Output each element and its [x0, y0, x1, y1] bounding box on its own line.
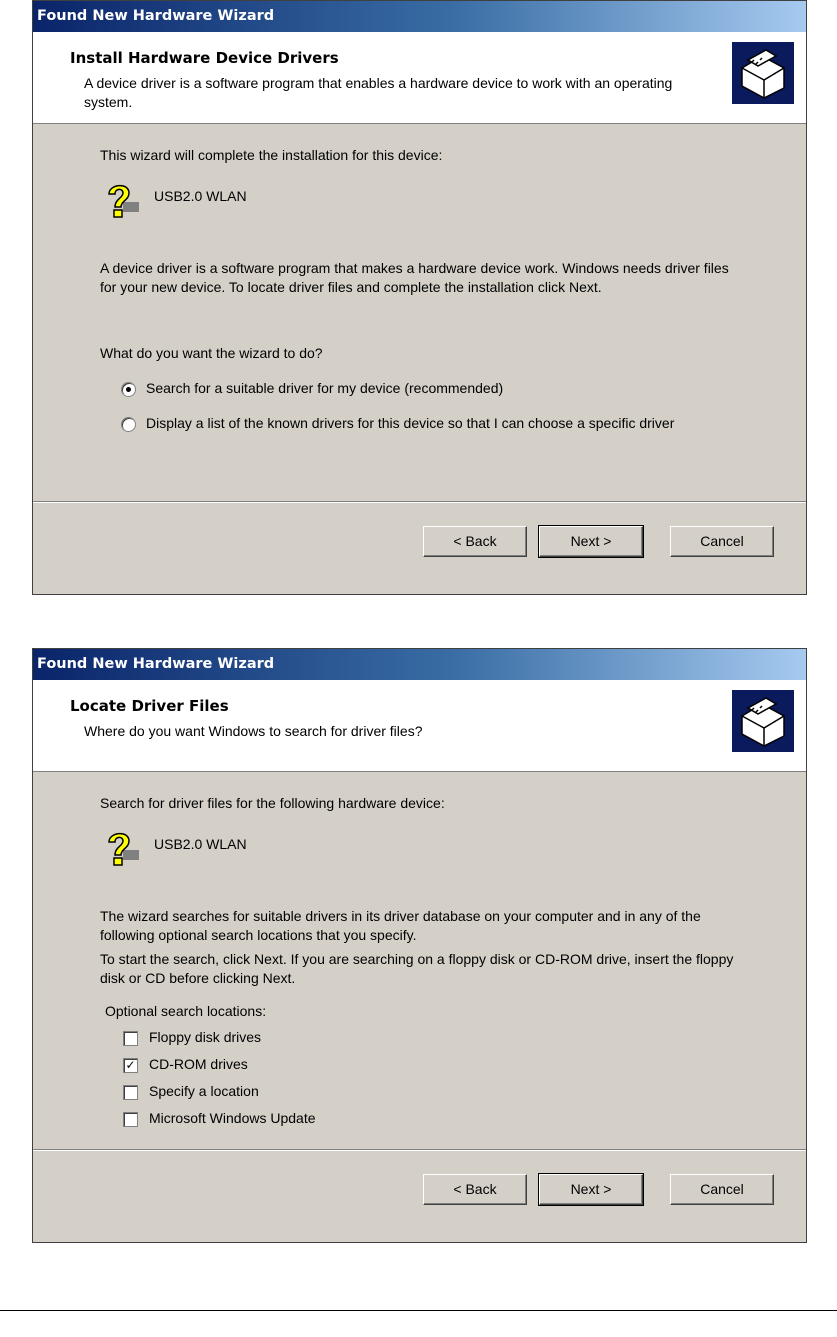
option-label: Search for a suitable driver for my device (recommended) — [146, 380, 504, 396]
checkbox-unchecked[interactable] — [123, 1112, 138, 1127]
option-label: Display a list of the known drivers for this device so that I can choose a specific driver — [146, 415, 675, 431]
wizard-header — [33, 680, 806, 772]
wizard-window-locate-drivers — [32, 648, 807, 1243]
wizard-body — [33, 124, 806, 504]
unknown-device-question-icon — [103, 180, 145, 222]
cancel-button[interactable]: Cancel — [670, 526, 774, 557]
button-bar — [33, 1149, 806, 1242]
checkbox-cdrom[interactable] — [123, 1055, 248, 1074]
title-bar[interactable]: Found New Hardware Wizard — [33, 1, 806, 32]
checkbox-label: CD-ROM drives — [149, 1056, 248, 1072]
radio-unselected[interactable] — [121, 417, 136, 432]
device-name: USB2.0 WLAN — [154, 188, 247, 204]
checkbox-unchecked[interactable] — [123, 1031, 138, 1046]
header-title: Install Hardware Device Drivers — [70, 49, 339, 67]
hardware-card-icon — [732, 690, 794, 752]
title-bar[interactable]: Found New Hardware Wizard — [33, 649, 806, 680]
intro-text: Search for driver files for the following hardware device: — [100, 795, 445, 811]
option-display-list[interactable] — [121, 414, 721, 433]
question-text: What do you want the wizard to do? — [100, 345, 323, 361]
radio-selected[interactable] — [121, 382, 136, 397]
checkbox-label: Microsoft Windows Update — [149, 1110, 316, 1126]
unknown-device-question-icon — [103, 828, 145, 870]
cancel-button[interactable]: Cancel — [670, 1174, 774, 1205]
locations-label: Optional search locations: — [105, 1003, 267, 1019]
header-subtitle: A device driver is a software program that enables a hardware device to work with an operating system. — [84, 75, 673, 110]
checkbox-label: Specify a location — [149, 1083, 259, 1099]
next-button[interactable]: Next > — [539, 1174, 643, 1205]
checkbox-label: Floppy disk drives — [149, 1029, 262, 1045]
wizard-header — [33, 32, 806, 124]
back-button[interactable]: < Back — [423, 1174, 527, 1205]
option-search-driver[interactable] — [121, 379, 503, 398]
description-text: A device driver is a software program that makes a hardware device work. Windows needs driver files for your new device. To locate driver files and complete the installation click Next. — [100, 260, 729, 295]
intro-text: This wizard will complete the installation for this device: — [100, 147, 443, 163]
checkbox-specify-location[interactable] — [123, 1082, 259, 1101]
header-subtitle: Where do you want Windows to search for driver files? — [84, 723, 423, 739]
next-button[interactable]: Next > — [539, 526, 643, 557]
wizard-window-install-drivers — [32, 0, 807, 595]
checkbox-checked[interactable]: ✓ — [123, 1058, 138, 1073]
header-title: Locate Driver Files — [70, 697, 229, 715]
hardware-card-icon — [732, 42, 794, 104]
checkbox-unchecked[interactable] — [123, 1085, 138, 1100]
wizard-body — [33, 772, 806, 1152]
checkbox-windows-update[interactable] — [123, 1109, 316, 1128]
button-bar — [33, 501, 806, 594]
back-button[interactable]: < Back — [423, 526, 527, 557]
device-name: USB2.0 WLAN — [154, 836, 247, 852]
description-text-1: The wizard searches for suitable drivers in its driver database on your computer and in any of the following optional search locations that you specify. — [100, 908, 701, 943]
description-text-2: To start the search, click Next. If you are searching on a floppy disk or CD-ROM drive, insert the floppy disk or CD before clicking Next. — [100, 951, 734, 986]
checkbox-floppy[interactable] — [123, 1028, 261, 1047]
page-divider — [0, 1310, 837, 1311]
